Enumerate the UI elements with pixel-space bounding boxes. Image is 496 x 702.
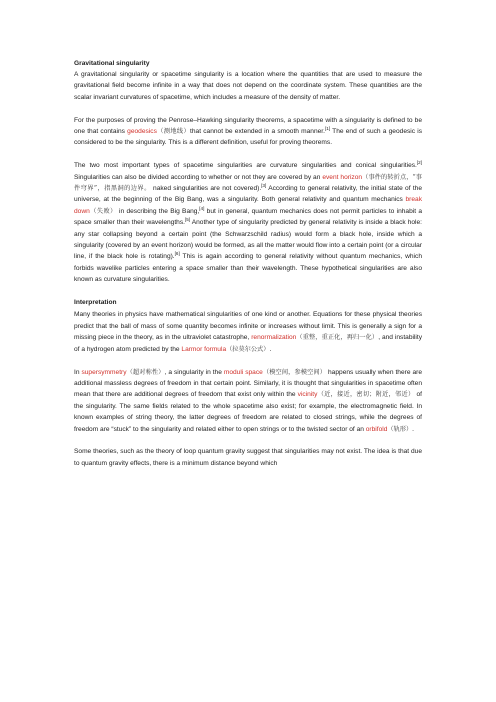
reference-3[interactable]: [3]: [261, 183, 267, 189]
chinese-gloss: （近，接近，密切；附近，邻近）: [317, 391, 415, 399]
reference-6[interactable]: [6]: [174, 251, 180, 257]
text-span: Many theories in physics have mathematical singularities of one kind or another. Equations for these physical theories predict that the ball of mass of some quantity becomes infinite or increases without limit. This is generally a sign for a missing piece in the theory, as in the ultraviolet catastrophe,: [74, 311, 422, 342]
link-renormalization[interactable]: renormalization: [251, 334, 297, 342]
text-span: happens usually when there are additional massless degrees of freedom in that certain point. Similarly, it is thought that singularities in spacetime often mean that there are additional degrees of freedom that exist only within the: [74, 368, 422, 399]
document-title: Gravitational singularity: [74, 60, 150, 67]
link-vicinity[interactable]: vicinity: [297, 391, 318, 399]
link-moduli-space[interactable]: moduli space: [223, 368, 263, 376]
text-span: in describing the Big Bang,: [116, 207, 200, 215]
text-span: .: [269, 345, 272, 353]
text-span: This is again according to general relativity without quantum mechanics, which forbids wavelike particles entering a space smaller than their wavelength. These hypothetical singularities are also known as curvature singularities.: [74, 253, 422, 284]
text-span: According to general relativity, the initial state of the universe, at the beginning of the Big Bang, was a singularity. Both general relativity and quantum mechanics: [74, 185, 423, 204]
link-supersymmetry[interactable]: supersymmetry: [81, 368, 127, 376]
text-span: In: [74, 368, 82, 376]
text-span: For the purposes of proving the Penrose–Hawking singularity theorems, a spacetime with a singularity is defined to be one that contains: [74, 116, 422, 136]
section-heading-interpretation: Interpretation: [74, 299, 117, 307]
text-span: naked singularities are not covered).: [150, 185, 262, 193]
document-page: [74, 58, 422, 481]
text-span: , and instability of a hydrogen atom predicted by the: [74, 334, 423, 353]
chinese-gloss: （测地线）: [156, 128, 191, 136]
link-orbifold[interactable]: orbifold: [365, 425, 388, 433]
text-span: of the singularity. The same fields related to the whole spacetime also exist; for example, the electromagnetic field. In known examples of string theory, the latter degrees of freedom are related to closed strings, while the degrees of freedom are “stuck” to the singularity and related either to open strings or to the twisted sector of an: [74, 391, 422, 433]
loop-quantum-gravity-paragraph: Some theories, such as the theory of loop quantum gravity suggest that singularities may not exist. The idea is that due to quantum gravity effects, there is a minimum distance beyond which: [74, 448, 422, 467]
text-span: Another type of singularity predicted by general relativity is inside a black hole: any star collapsing beyond a certain point (the Schwarzschild radius) would form a black hole, inside which a singularity (covered by an event horizon) would be formed, as all the matter would flow into a certain point (or a circular line, if the black hole is rotating).: [74, 219, 422, 261]
text-span: Singularities can also be divided according to whether or not they are covered by an: [74, 173, 323, 181]
reference-2[interactable]: [2]: [416, 160, 422, 166]
reference-4[interactable]: [4]: [199, 205, 205, 211]
theorem-paragraph: [74, 115, 422, 149]
link-break-down[interactable]: break down: [74, 196, 422, 215]
types-paragraph: [74, 160, 422, 285]
text-span: The end of such a geodesic is considered to be the singularity. This is a different definition, useful for proving theorems.: [74, 128, 423, 147]
link-larmor-formula[interactable]: Larmor formula: [181, 345, 227, 353]
chinese-gloss: （失败）: [89, 207, 117, 215]
text-span: but in general, quantum mechanics does not permit particles to inhabit a space smaller than their wavelengths.: [74, 207, 422, 227]
reference-1[interactable]: [1]: [324, 126, 331, 132]
interpretation-paragraph: [74, 309, 422, 355]
text-span: that cannot be extended in a smooth manner.: [190, 128, 325, 136]
link-geodesics[interactable]: geodesics: [127, 128, 157, 136]
chinese-gloss: （重整，重正化，再归一化）: [296, 334, 379, 342]
link-event-horizon[interactable]: event horizon: [322, 173, 363, 181]
chinese-gloss: （超对称性）: [126, 368, 165, 376]
chinese-gloss: （拉莫尔公式）: [226, 345, 270, 353]
reference-5[interactable]: [5]: [184, 217, 191, 223]
chinese-gloss: （事件的转折点，“事件穹界”，指黑洞的边界。: [74, 173, 422, 193]
supersymmetry-paragraph: [74, 367, 422, 435]
text-span: .: [412, 425, 414, 433]
text-span: The two most important types of spacetime singularities are curvature singularities and conical singularities.: [74, 162, 417, 170]
chinese-gloss: （轨形）: [387, 425, 413, 433]
text-span: , a singularity in the: [164, 368, 224, 376]
intro-paragraph: A gravitational singularity or spacetime singularity is a location where the quantities that are used to measure the gravitational field become infinite in a way that does not depend on the coordinate system. These quantities are the scalar invariant curvatures of spacetime, which includes a measure of the density of matter.: [74, 71, 422, 101]
chinese-gloss: （模空间，参模空间）: [262, 368, 327, 376]
